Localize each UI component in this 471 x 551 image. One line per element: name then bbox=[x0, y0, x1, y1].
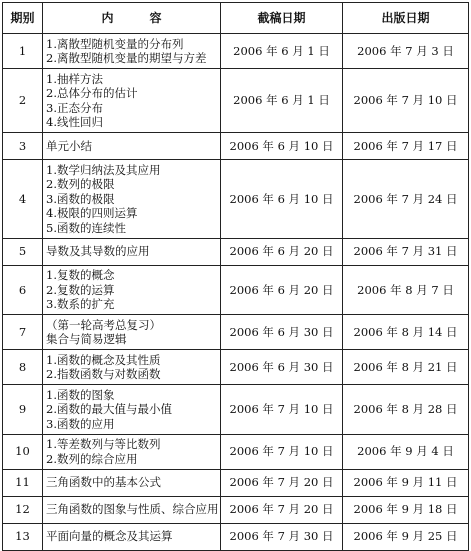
table-row bbox=[3, 69, 469, 133]
publish-cell: 2006 年 7 月 3 日 bbox=[343, 34, 469, 69]
table-body bbox=[3, 34, 469, 551]
header-row bbox=[3, 3, 469, 34]
content-line: 3.函数的应用 bbox=[46, 416, 115, 431]
header-content: 内容 bbox=[43, 3, 221, 34]
publish-cell: 2006 年 7 月 10 日 bbox=[343, 69, 469, 133]
issue-cell: 1 bbox=[3, 34, 43, 69]
table-row bbox=[3, 496, 469, 523]
content-line: 1.函数的概念及其性质 bbox=[46, 352, 161, 367]
content-line: 导数及其导数的应用 bbox=[46, 244, 150, 259]
content-line: 2.数列的极限 bbox=[46, 177, 115, 191]
table-row bbox=[3, 160, 469, 239]
content-line: 4.线性回归 bbox=[46, 115, 103, 129]
content-line: 3.函数的极限 bbox=[46, 191, 115, 206]
issue-cell: 9 bbox=[3, 385, 43, 435]
publish-cell: 2006 年 9 月 18 日 bbox=[343, 496, 469, 523]
deadline-cell: 2006 年 6 月 10 日 bbox=[221, 133, 343, 160]
content-line: 2.数列的综合应用 bbox=[46, 451, 138, 466]
deadline-cell: 2006 年 6 月 20 日 bbox=[221, 238, 343, 265]
publish-cell: 2006 年 7 月 17 日 bbox=[343, 133, 469, 160]
deadline-cell: 2006 年 7 月 30 日 bbox=[221, 523, 343, 550]
issue-cell: 3 bbox=[3, 133, 43, 160]
issue-cell: 2 bbox=[3, 69, 43, 133]
table-row bbox=[3, 523, 469, 550]
content-cell bbox=[43, 350, 221, 385]
issue-cell: 5 bbox=[3, 238, 43, 265]
content-line: 2.离散型随机变量的期望与方差 bbox=[46, 51, 207, 65]
content-cell bbox=[43, 315, 221, 350]
deadline-cell: 2006 年 6 月 30 日 bbox=[221, 350, 343, 385]
table-header bbox=[3, 3, 469, 34]
table-row bbox=[3, 350, 469, 385]
header-publish: 出版日期 bbox=[343, 3, 469, 34]
table-row bbox=[3, 315, 469, 350]
content-line: 平面向量的概念及其运算 bbox=[46, 529, 173, 544]
issue-cell: 10 bbox=[3, 434, 43, 469]
content-line: 1.函数的图象 bbox=[46, 387, 115, 402]
content-line: 集合与简易逻辑 bbox=[46, 332, 127, 346]
header-issue: 期别 bbox=[3, 3, 43, 34]
content-cell bbox=[43, 265, 221, 315]
publish-cell: 2006 年 8 月 28 日 bbox=[343, 385, 469, 435]
content-line: 1.复数的概念 bbox=[46, 268, 115, 282]
content-line: 5.函数的连续性 bbox=[46, 220, 126, 235]
issue-cell: 13 bbox=[3, 523, 43, 550]
issue-cell: 7 bbox=[3, 315, 43, 350]
content-line: 单元小结 bbox=[46, 138, 92, 153]
issue-cell: 11 bbox=[3, 469, 43, 496]
content-line: 三角函数中的基本公式 bbox=[46, 475, 161, 490]
content-line: 3.正态分布 bbox=[46, 100, 103, 115]
content-cell bbox=[43, 385, 221, 435]
header-deadline: 截稿日期 bbox=[221, 3, 343, 34]
content-line: 4.极限的四则运算 bbox=[46, 206, 138, 220]
issue-cell: 4 bbox=[3, 160, 43, 239]
content-line: 1.抽样方法 bbox=[46, 71, 103, 86]
deadline-cell: 2006 年 7 月 10 日 bbox=[221, 385, 343, 435]
schedule-table bbox=[2, 2, 469, 551]
table-row bbox=[3, 238, 469, 265]
publish-cell: 2006 年 9 月 11 日 bbox=[343, 469, 469, 496]
table-row bbox=[3, 133, 469, 160]
table-row bbox=[3, 265, 469, 315]
content-line: 2.函数的最大值与最小值 bbox=[46, 402, 172, 416]
content-cell bbox=[43, 469, 221, 496]
table-row bbox=[3, 434, 469, 469]
deadline-cell: 2006 年 6 月 30 日 bbox=[221, 315, 343, 350]
content-line: 三角函数的图象与性质、综合应用 bbox=[46, 502, 219, 517]
content-line: 1.等差数列与等比数列 bbox=[46, 437, 161, 451]
table-row bbox=[3, 385, 469, 435]
publish-cell: 2006 年 8 月 21 日 bbox=[343, 350, 469, 385]
content-line: 3.数系的扩充 bbox=[46, 297, 115, 311]
content-line: （第一轮高考总复习） bbox=[46, 317, 161, 332]
deadline-cell: 2006 年 7 月 20 日 bbox=[221, 469, 343, 496]
issue-cell: 12 bbox=[3, 496, 43, 523]
content-cell bbox=[43, 523, 221, 550]
table-row bbox=[3, 34, 469, 69]
publish-cell: 2006 年 9 月 4 日 bbox=[343, 434, 469, 469]
deadline-cell: 2006 年 6 月 10 日 bbox=[221, 160, 343, 239]
content-line: 1.数学归纳法及其应用 bbox=[46, 162, 161, 177]
content-cell bbox=[43, 133, 221, 160]
content-line: 2.复数的运算 bbox=[46, 282, 115, 297]
content-cell bbox=[43, 434, 221, 469]
issue-cell: 6 bbox=[3, 265, 43, 315]
content-cell bbox=[43, 496, 221, 523]
deadline-cell: 2006 年 6 月 20 日 bbox=[221, 265, 343, 315]
content-line: 2.总体分布的估计 bbox=[46, 86, 138, 100]
deadline-cell: 2006 年 7 月 20 日 bbox=[221, 496, 343, 523]
publish-cell: 2006 年 7 月 24 日 bbox=[343, 160, 469, 239]
deadline-cell: 2006 年 6 月 1 日 bbox=[221, 69, 343, 133]
publish-cell: 2006 年 7 月 31 日 bbox=[343, 238, 469, 265]
publish-cell: 2006 年 9 月 25 日 bbox=[343, 523, 469, 550]
table-row bbox=[3, 469, 469, 496]
deadline-cell: 2006 年 6 月 1 日 bbox=[221, 34, 343, 69]
content-cell bbox=[43, 160, 221, 239]
content-line: 1.离散型随机变量的分布列 bbox=[46, 36, 184, 51]
content-cell bbox=[43, 69, 221, 133]
content-line: 2.指数函数与对数函数 bbox=[46, 367, 161, 381]
content-cell bbox=[43, 34, 221, 69]
content-cell bbox=[43, 238, 221, 265]
issue-cell: 8 bbox=[3, 350, 43, 385]
publish-cell: 2006 年 8 月 7 日 bbox=[343, 265, 469, 315]
publish-cell: 2006 年 8 月 14 日 bbox=[343, 315, 469, 350]
deadline-cell: 2006 年 7 月 10 日 bbox=[221, 434, 343, 469]
